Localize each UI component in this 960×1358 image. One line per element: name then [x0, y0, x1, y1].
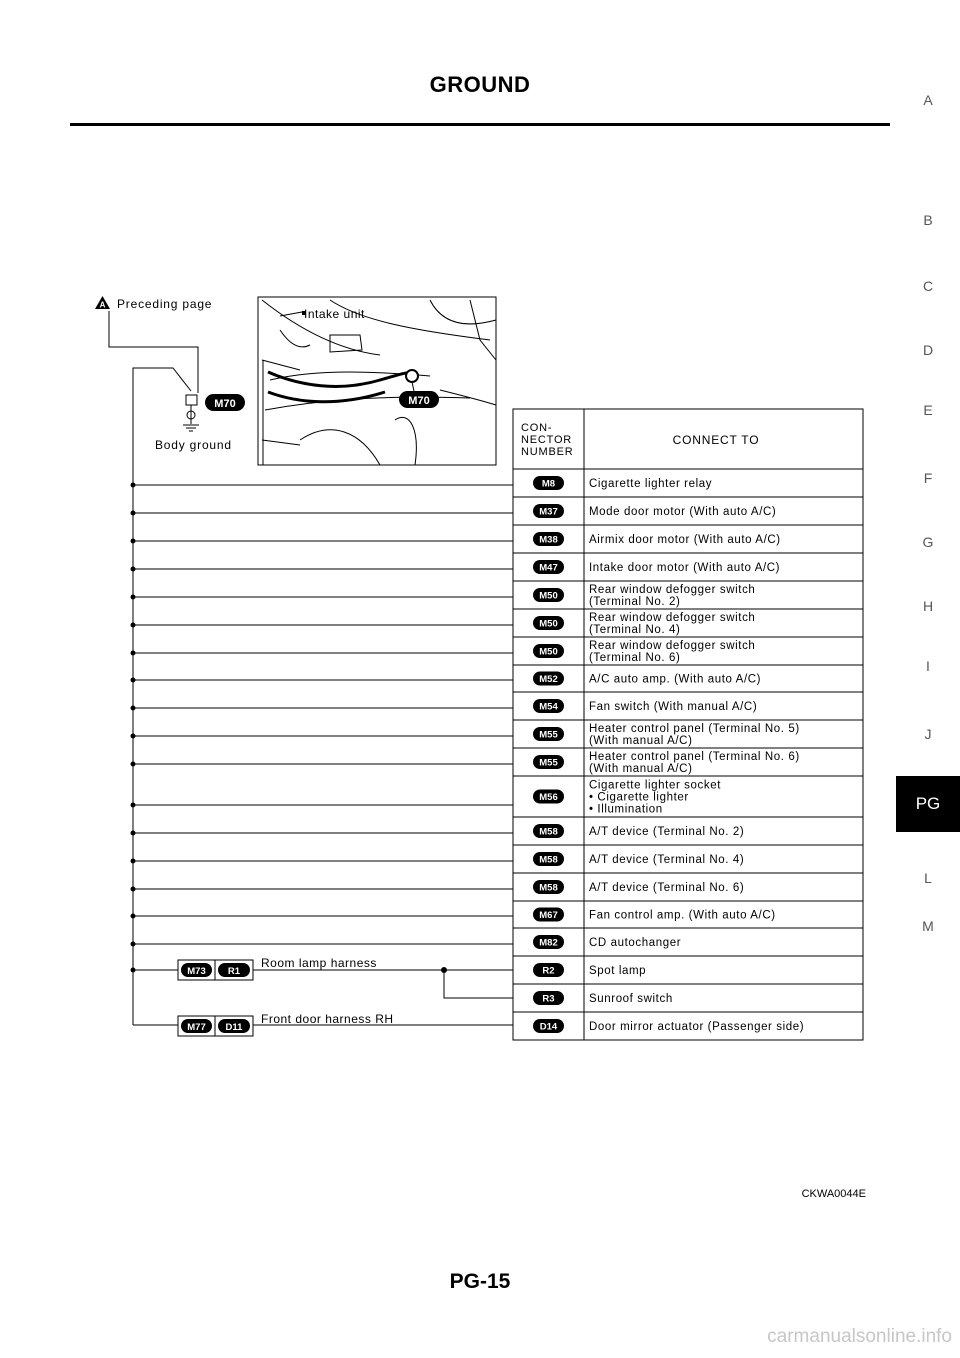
connector-badge-text: M50 — [539, 646, 558, 658]
ground-splice-dot — [131, 511, 136, 516]
connector-badge-text: M55 — [539, 757, 558, 769]
front-door-harness-connector — [178, 1016, 253, 1036]
connect-to-text: Rear window defogger switch — [589, 640, 756, 652]
ground-splice-dot — [131, 803, 136, 808]
connector-badge-text: M50 — [539, 590, 558, 602]
connect-to-text: A/T device (Terminal No. 2) — [589, 826, 745, 838]
connect-to-text: A/T device (Terminal No. 4) — [589, 854, 745, 866]
connect-to-text: Heater control panel (Terminal No. 5) — [589, 723, 800, 735]
connector-badge-text: M58 — [539, 882, 558, 894]
connector-badge-text: M54 — [539, 701, 558, 713]
connect-to-text: (Terminal No. 6) — [589, 652, 681, 664]
table-header-connect-to: CONNECT TO — [672, 433, 760, 447]
connector-badge-text: M56 — [539, 792, 558, 803]
connector-badge-text: M52 — [539, 674, 558, 685]
ground-splice-dot — [131, 706, 136, 711]
connector-badge-text: M67 — [539, 910, 558, 921]
connect-to-text: Airmix door motor (With auto A/C) — [589, 534, 781, 546]
section-tab-g[interactable]: G — [922, 534, 934, 550]
ground-splice-dot — [131, 623, 136, 628]
connect-to-text: (Terminal No. 4) — [589, 624, 681, 636]
ground-splice-dot — [131, 567, 136, 572]
section-tab-h[interactable]: H — [922, 598, 934, 614]
room-lamp-tap-dot — [131, 968, 136, 973]
watermark: carmanualsonline.info — [767, 1326, 952, 1347]
ground-splice-dot — [131, 483, 136, 488]
ground-splice-dot — [131, 859, 136, 864]
front-door-harness-label: Front door harness RH — [261, 1012, 394, 1026]
room-lamp-harness-connector-a: M73 — [187, 966, 206, 977]
room-lamp-harness-label: Room lamp harness — [261, 956, 377, 970]
photo-connector-tag — [399, 391, 439, 408]
connector-badge-text: M55 — [539, 729, 558, 741]
connector-badge-text: M58 — [539, 826, 558, 838]
ground-splice-dot — [131, 887, 136, 892]
preceding-page-marker-letter: A — [99, 300, 106, 310]
connector-badge-text: M50 — [539, 618, 558, 630]
ground-splice-dot — [131, 762, 136, 767]
connect-to-text: Door mirror actuator (Passenger side) — [589, 1021, 805, 1033]
preceding-page-wire — [109, 311, 198, 393]
section-tab-a[interactable]: A — [923, 92, 933, 108]
ground-splice-dot — [131, 651, 136, 656]
section-tab-l[interactable]: L — [924, 870, 932, 886]
intake-unit-label: Intake unit — [304, 307, 365, 321]
ground-splice-dot — [131, 595, 136, 600]
connect-to-text: Rear window defogger switch — [589, 584, 756, 596]
ground-terminal-square — [186, 395, 197, 405]
connect-to-text: Fan control amp. (With auto A/C) — [589, 909, 776, 922]
connect-to-text: Rear window defogger switch — [589, 612, 756, 624]
section-tab-b[interactable]: B — [923, 212, 933, 228]
body-ground-label: Body ground — [155, 438, 232, 452]
connect-to-text: Intake door motor (With auto A/C) — [589, 562, 781, 574]
section-tab-pg[interactable]: PG — [896, 776, 960, 832]
connect-to-text: A/T device (Terminal No. 6) — [589, 882, 745, 894]
section-tab-d[interactable]: D — [922, 342, 934, 358]
connect-to-text: Fan switch (With manual A/C) — [589, 701, 758, 713]
figure-id: CKWA0044E — [801, 1188, 866, 1200]
front-door-harness-connector-b: D11 — [225, 1022, 243, 1033]
table-header-connector-line3: NUMBER — [521, 446, 574, 458]
connector-badge-text: M47 — [539, 562, 558, 574]
ground-splice-dot — [131, 914, 136, 919]
connect-to-text: Heater control panel (Terminal No. 6) — [589, 751, 800, 763]
section-tab-c[interactable]: C — [922, 278, 934, 294]
connector-badge-text: M38 — [539, 534, 558, 546]
section-tab-j[interactable]: J — [924, 726, 932, 742]
connect-to-text: (With manual A/C) — [589, 763, 693, 775]
connect-to-text: Spot lamp — [589, 965, 647, 977]
table-header-connector-line2: NECTOR — [521, 434, 573, 446]
ground-splice-dot — [131, 831, 136, 836]
connect-to-text: Sunroof switch — [589, 993, 673, 1005]
connector-badge-text: R2 — [542, 965, 555, 977]
front-door-harness-connector-a: M77 — [187, 1022, 206, 1033]
page-title: GROUND — [429, 72, 531, 97]
ground-splice-dot — [131, 678, 136, 683]
photo-connector-tag-text: M70 — [408, 395, 430, 407]
connect-to-text: (With manual A/C) — [589, 735, 693, 747]
connector-badge-text: R3 — [542, 993, 555, 1005]
connect-to-text: (Terminal No. 2) — [589, 596, 681, 608]
connector-badge-text: M58 — [539, 854, 558, 866]
connector-badge-text: M82 — [539, 937, 558, 949]
ground-splice-dot — [131, 539, 136, 544]
connect-to-text: Cigarette lighter socket — [589, 779, 722, 792]
table-header-connector-line1: CON- — [521, 422, 553, 434]
section-tab-i[interactable]: I — [926, 658, 930, 674]
connector-badge-text: M37 — [539, 506, 558, 518]
section-tab-e[interactable]: E — [923, 402, 933, 418]
ground-link-wire — [133, 368, 191, 1025]
page-number: PG-15 — [449, 1270, 511, 1293]
preceding-page-label: Preceding page — [117, 297, 213, 311]
room-lamp-harness-connector — [178, 960, 253, 980]
location-illustration — [258, 297, 496, 465]
connector-badge-text: D14 — [539, 1021, 558, 1033]
sunroof-branch-wire — [444, 970, 513, 998]
connect-to-text: Cigarette lighter relay — [589, 478, 713, 490]
ground-connector-tag-text: M70 — [214, 398, 236, 410]
connect-to-text: • Illumination — [589, 803, 663, 816]
section-tab-f[interactable]: F — [923, 470, 933, 486]
connect-to-text: Mode door motor (With auto A/C) — [589, 506, 777, 518]
connect-to-text: A/C auto amp. (With auto A/C) — [589, 673, 762, 686]
room-lamp-harness-connector-b: R1 — [227, 966, 241, 977]
section-tab-m[interactable]: M — [922, 918, 934, 934]
ground-splice-dot — [131, 942, 136, 947]
ground-splice-dot — [131, 734, 136, 739]
connect-to-text: • Cigarette lighter — [589, 791, 689, 804]
connect-to-text: CD autochanger — [589, 937, 682, 949]
ground-connector-tag — [205, 394, 245, 411]
connector-badge-text: M8 — [541, 478, 556, 490]
